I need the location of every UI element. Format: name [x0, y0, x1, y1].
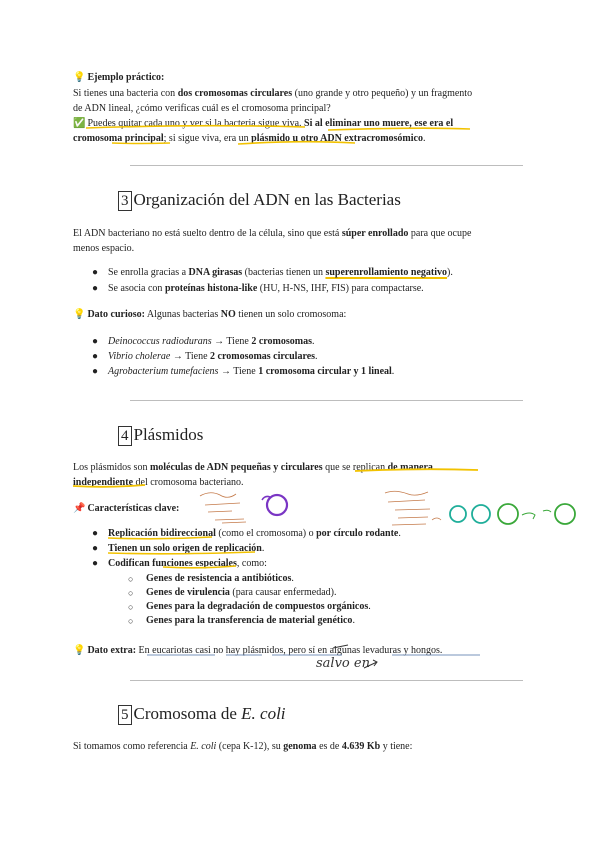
check-mark-icon: ✅ — [73, 118, 86, 129]
example-line-4: cromosoma principal; si sigue viva, era un plásmido u otro ADN extracromosómico. — [73, 133, 426, 144]
section-3-heading: 3 Organización del ADN en las Bacterias — [118, 189, 401, 211]
section-number: 3 — [118, 191, 132, 211]
example-line-3: ✅ Puedes quitar cada uno y ver si la bacteria sigue viva. Si al eliminar uno muere, ese era el — [73, 118, 454, 129]
example-line-1: Si tienes una bacteria con dos cromosomas circulares (uno grande y otro pequeño) y un fragmento — [73, 88, 473, 99]
key-features-label: 📌 Características clave: — [73, 503, 180, 514]
divider — [130, 680, 523, 681]
section-3-paragraph: El ADN bacteriano no está suelto dentro de la célula, sino que está súper enrollado para que ocupe — [73, 228, 472, 239]
fun-fact: 💡 Dato curioso: Algunas bacterias NO tienen un solo cromosoma: — [73, 309, 347, 320]
divider — [130, 165, 523, 166]
handwritten-note: salvo en — [316, 656, 370, 671]
section-3-paragraph-cont: menos espacio. — [73, 243, 135, 254]
example-line-2: de ADN lineal, ¿cómo verificas cuál es el cromosoma principal? — [73, 103, 331, 114]
section-5-paragraph: Si tomamos como referencia E. coli (cepa K-12), su genoma es de 4.639 Kb y tiene: — [73, 741, 413, 752]
section-5-heading: 5 Cromosoma de E. coli — [118, 703, 286, 725]
section-4-heading: 4 Plásmidos — [118, 424, 203, 446]
document-page: 💡 Ejemplo práctico: Si tienes una bacteria con dos cromosomas circulares (uno grande y otro pequeño) y un fragmento de ADN lineal, ¿cómo verificas cuál es el cromosoma principal? ✅ Puedes quitar cada uno y ver si la bacteria sigue viva. Si al eliminar uno muere, ese era el cromosoma principal; si sigue viva, era un plásmido u otro ADN extracromosómico. 3 Organización del ADN en las Bacterias El ADN bacteriano no está suelto dentro de la célula, sino que está súper enrollado para que ocupe menos espacio. ● Se enrolla gracias a DNA girasas (bacterias tienen un superenrollamiento negativo). ● Se asocia con proteínas histona-like (HU, H-NS, IHF, FIS) para compactarse. 💡 Dato curioso: Algunas bacterias NO tienen un solo cromosoma: ● Deinococcus radiodurans → Tiene 2 cromosomas. ● Vibrio cholerae → Tiene 2 cromosomas circulares. ● Agrobacterium tumefaciens → Tiene 1 cromosoma circular y 1 lineal. 4 Plásmidos Los plásmidos son moléculas de ADN pequeñas y circulares que se replican de manera independiente del cromosoma bacteriano. 📌 Características clave: ● Replicación bidireccional (como el cromosoma) o por círculo rodante. ● Tienen un solo origen de replicación. ● Codifican funciones especiales, como: ○ Genes de resistencia a antibióticos. ○ Genes de virulencia (para causar enfermedad). ○ Genes para la degradación de compuestos orgánicos. ○ Genes para la transferencia de material genético. 💡 Dato extra: En eucariotas casi no hay plásmidos, pero sí en algunas levaduras y hongos. salvo en 5 Cromosoma de E. coli Si tomamos como referencia E. coli (cepa K-12), su genoma es de 4.639 Kb y tiene: — [0, 0, 600, 848]
section-4-paragraph: Los plásmidos son moléculas de ADN pequeñas y circulares que se replican de manera — [73, 462, 433, 473]
extra-fact: 💡 Dato extra: En eucariotas casi no hay plásmidos, pero sí en algunas levaduras y hongos. — [73, 645, 443, 656]
example-title: 💡 Ejemplo práctico: — [73, 72, 165, 83]
lightbulb-icon: 💡 — [73, 72, 86, 83]
section-4-paragraph-cont: independiente del cromosoma bacteriano. — [73, 477, 244, 488]
section-number: 4 — [118, 426, 132, 446]
lightbulb-icon: 💡 — [73, 645, 86, 656]
lightbulb-icon: 💡 — [73, 309, 86, 320]
divider — [130, 400, 523, 401]
section-number: 5 — [118, 705, 132, 725]
pushpin-icon: 📌 — [73, 503, 86, 514]
